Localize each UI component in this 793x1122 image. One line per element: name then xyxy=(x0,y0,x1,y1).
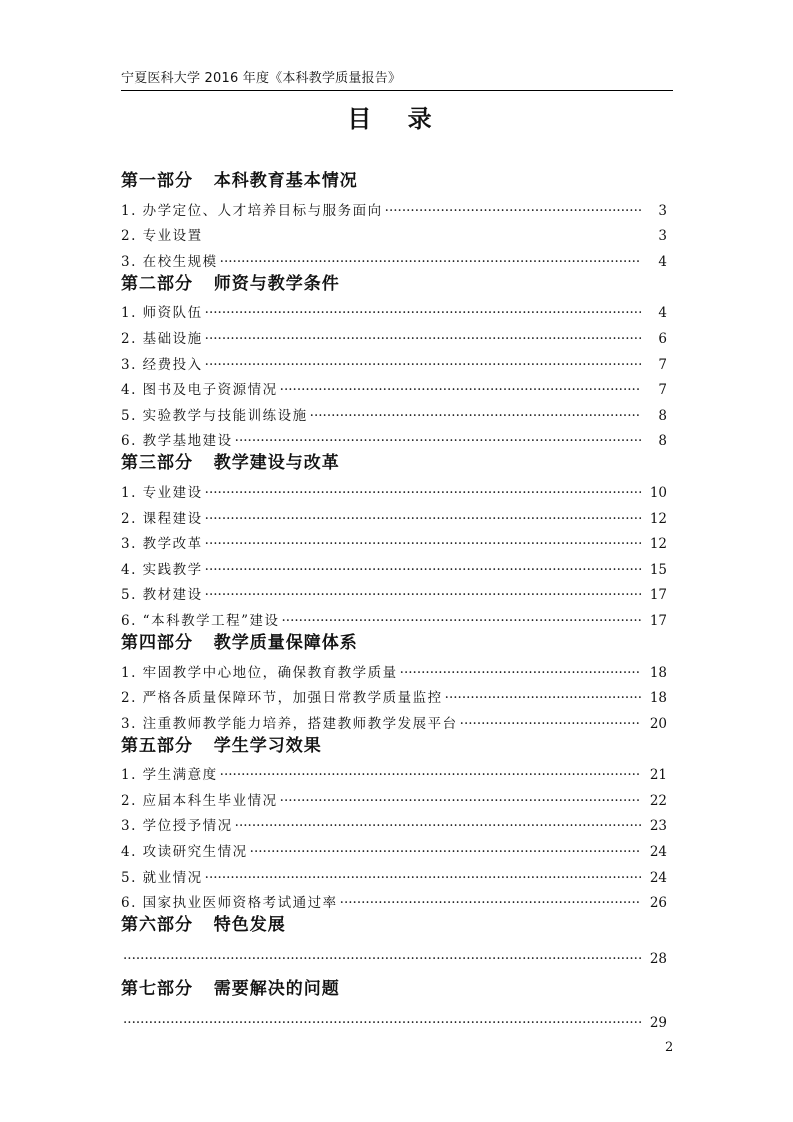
dot-leader xyxy=(205,304,641,322)
toc-entry-page: 8 xyxy=(658,407,667,424)
toc-entry-page: 7 xyxy=(658,356,667,373)
toc-entry[interactable] xyxy=(121,194,667,220)
dot-leader xyxy=(220,253,641,271)
toc-entry[interactable] xyxy=(121,399,667,425)
toc-entry-page: 3 xyxy=(658,202,667,219)
toc-entry[interactable] xyxy=(121,604,667,630)
dot-leader xyxy=(205,510,641,528)
toc-entry-label: 3. 教学改革 xyxy=(121,536,203,553)
toc-title: 目 录 xyxy=(347,105,446,133)
toc-entry[interactable] xyxy=(121,374,667,400)
toc-entry-label: 6. 教学基地建设 xyxy=(121,433,233,450)
toc-entry-page: 12 xyxy=(649,510,667,527)
toc-entry[interactable] xyxy=(121,887,667,913)
toc-entry-page: 18 xyxy=(649,690,667,707)
toc-entry-page: 18 xyxy=(649,664,667,681)
toc-entry[interactable] xyxy=(121,759,667,785)
toc-entry-page: 3 xyxy=(658,228,667,245)
toc-entry-label: 3. 经费投入 xyxy=(121,356,203,373)
toc-entry-label: 3. 学位授予情况 xyxy=(121,818,233,835)
toc-entry-label: 4. 攻读研究生情况 xyxy=(121,844,248,861)
toc-entry-label: 2. 严格各质量保障环节，加强日常教学质量监控 xyxy=(121,690,443,707)
toc-entry-label: 5. 实验教学与技能训练设施 xyxy=(121,407,308,424)
toc-section-heading[interactable]: 第七部分 需要解决的问题 xyxy=(121,979,340,1000)
page-number: 2 xyxy=(665,1040,674,1055)
dot-leader xyxy=(280,381,641,399)
toc-entry[interactable] xyxy=(121,322,667,348)
toc-entry-label: 5. 教材建设 xyxy=(121,587,203,604)
toc-entry[interactable] xyxy=(121,861,667,887)
toc-entry-page: 17 xyxy=(649,587,667,604)
toc-entry-label: 5. 就业情况 xyxy=(121,869,203,886)
dot-leader xyxy=(310,407,641,425)
dot-leader xyxy=(400,664,641,682)
table-of-contents xyxy=(121,168,667,1032)
toc-entry-label: 2. 课程建设 xyxy=(121,510,203,527)
toc-entry-page: 8 xyxy=(658,433,667,450)
toc-entry-label: 1. 学生满意度 xyxy=(121,767,218,784)
toc-entry-page: 7 xyxy=(658,382,667,399)
toc-entry-label: 1. 办学定位、人才培养目标与服务面向 xyxy=(121,202,383,219)
dot-leader xyxy=(250,843,641,861)
toc-entry-page: 23 xyxy=(649,818,667,835)
dot-leader xyxy=(205,535,641,553)
dot-leader xyxy=(205,484,641,502)
toc-entry-label: 2. 专业设置 xyxy=(121,228,203,245)
page-header: 宁夏医科大学 2016 年度《本科教学质量报告》 xyxy=(121,70,673,91)
toc-entry-page: 12 xyxy=(649,536,667,553)
dot-leader xyxy=(445,689,641,707)
toc-entry-page: 24 xyxy=(649,869,667,886)
toc-entry-page: 22 xyxy=(649,792,667,809)
dot-leader xyxy=(340,894,641,912)
toc-entry-page: 29 xyxy=(649,1015,667,1032)
toc-entry[interactable] xyxy=(121,835,667,861)
dot-leader xyxy=(385,202,641,220)
toc-entry[interactable] xyxy=(121,1002,667,1032)
toc-entry[interactable] xyxy=(121,348,667,374)
toc-entry[interactable] xyxy=(121,707,667,733)
toc-entry-label: 6. “本科教学工程”建设 xyxy=(121,612,280,629)
toc-section-heading[interactable]: 第二部分 师资与教学条件 xyxy=(121,273,340,294)
toc-entry[interactable] xyxy=(121,502,667,528)
toc-entry-page: 28 xyxy=(649,951,667,968)
dot-leader xyxy=(123,1014,641,1032)
toc-entry-page: 15 xyxy=(649,561,667,578)
toc-entry-label: 4. 图书及电子资源情况 xyxy=(121,382,278,399)
toc-entry[interactable] xyxy=(121,810,667,836)
toc-entry[interactable] xyxy=(121,553,667,579)
toc-entry[interactable] xyxy=(121,297,667,323)
toc-entry-label: 3. 在校生规模 xyxy=(121,253,218,270)
toc-entry-page: 26 xyxy=(649,895,667,912)
toc-section-heading[interactable]: 第一部分 本科教育基本情况 xyxy=(121,171,358,191)
dot-leader xyxy=(205,869,641,887)
toc-entry[interactable] xyxy=(121,528,667,554)
dot-leader xyxy=(205,330,641,348)
toc-entry[interactable] xyxy=(121,245,667,271)
toc-entry-page: 10 xyxy=(649,484,667,501)
toc-entry-page: 21 xyxy=(649,767,667,784)
dot-leader xyxy=(205,561,641,579)
toc-entry[interactable] xyxy=(121,784,667,810)
toc-entry-page: 6 xyxy=(658,330,667,347)
dot-leader xyxy=(205,356,641,374)
toc-entry-label: 1. 专业建设 xyxy=(121,484,203,501)
toc-entry-label: 2. 应届本科生毕业情况 xyxy=(121,792,278,809)
toc-entry-page: 20 xyxy=(649,715,667,732)
toc-entry[interactable] xyxy=(121,425,667,451)
dot-leader xyxy=(281,612,641,630)
toc-entry-label: 2. 基础设施 xyxy=(121,330,203,347)
dot-leader xyxy=(460,715,641,733)
dot-leader xyxy=(235,432,641,450)
dot-leader xyxy=(235,817,641,835)
toc-section-heading[interactable]: 第五部分 学生学习效果 xyxy=(121,735,322,756)
toc-entry-page: 24 xyxy=(649,844,667,861)
toc-entry-label: 6. 国家执业医师资格考试通过率 xyxy=(121,895,338,912)
toc-entry-label: 3. 注重教师教学能力培养，搭建教师教学发展平台 xyxy=(121,715,458,732)
toc-entry-label: 1. 牢固教学中心地位，确保教育教学质量 xyxy=(121,664,398,681)
toc-section-heading[interactable]: 第四部分 教学质量保障体系 xyxy=(121,632,358,653)
toc-section-heading[interactable]: 第三部分 教学建设与改革 xyxy=(121,453,340,474)
dot-leader xyxy=(205,586,641,604)
toc-entry-page: 4 xyxy=(658,253,667,270)
toc-section-heading[interactable]: 第六部分 特色发展 xyxy=(121,915,286,936)
dot-leader xyxy=(280,792,641,810)
toc-entry[interactable] xyxy=(121,579,667,605)
dot-leader xyxy=(123,950,641,968)
toc-entry-label: 4. 实践教学 xyxy=(121,561,203,578)
toc-entry[interactable] xyxy=(121,476,667,502)
toc-entry[interactable] xyxy=(121,220,667,246)
toc-entry[interactable] xyxy=(121,938,667,968)
toc-entry[interactable] xyxy=(121,682,667,708)
toc-entry-label: 1. 师资队伍 xyxy=(121,305,203,322)
toc-entry-page: 4 xyxy=(658,305,667,322)
toc-entry[interactable] xyxy=(121,656,667,682)
dot-leader xyxy=(220,766,641,784)
toc-entry-page: 17 xyxy=(649,612,667,629)
